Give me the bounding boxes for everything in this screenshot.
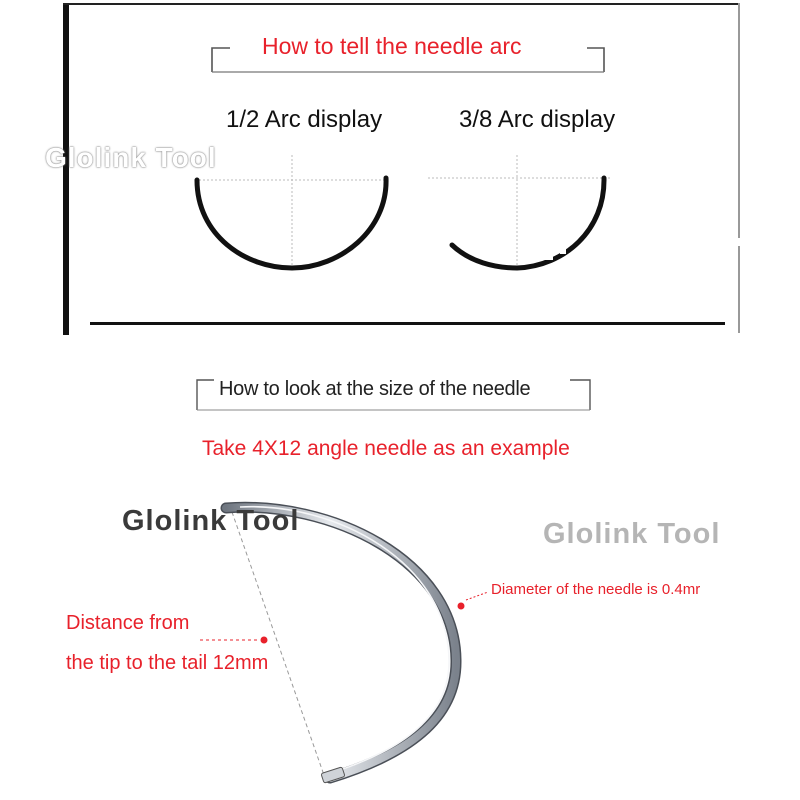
watermark-top: Glolink Tool	[45, 142, 217, 173]
artifact-mark	[560, 240, 566, 254]
title-bracket-left	[212, 48, 230, 72]
chord-dashed-line	[232, 512, 325, 778]
size-bracket-left	[197, 380, 214, 410]
three-eighths-arc-needle	[452, 178, 604, 268]
size-bracket-right	[570, 380, 590, 410]
diameter-label: Diameter of the needle is 0.4mr	[491, 581, 701, 598]
distance-label-line2: the tip to the tail 12mm	[66, 652, 269, 674]
needle-body	[226, 507, 456, 778]
watermark-middle-right: Glolink Tool	[543, 518, 721, 550]
distance-marker-dot	[261, 637, 268, 644]
half-arc-label: 1/2 Arc display	[226, 106, 383, 133]
needle-tail	[321, 767, 345, 783]
panel-right-border	[738, 3, 740, 333]
diameter-marker-dot	[458, 603, 465, 610]
size-section-subtitle: Take 4X12 angle needle as an example	[202, 437, 570, 460]
panel-bottom-divider	[90, 322, 725, 325]
diameter-leader	[466, 592, 488, 600]
panel-top-border	[63, 3, 739, 5]
watermark-middle-left: Glolink Tool	[122, 505, 300, 537]
artifact-mark	[735, 238, 745, 246]
title-bracket-right	[587, 48, 604, 72]
three-eighths-arc-label: 3/8 Arc display	[459, 106, 616, 133]
arc-section-title: How to tell the needle arc	[262, 33, 522, 59]
artifact-mark	[545, 248, 553, 260]
distance-label-line1: Distance from	[66, 612, 190, 634]
size-section-title: How to look at the size of the needle	[219, 378, 531, 400]
